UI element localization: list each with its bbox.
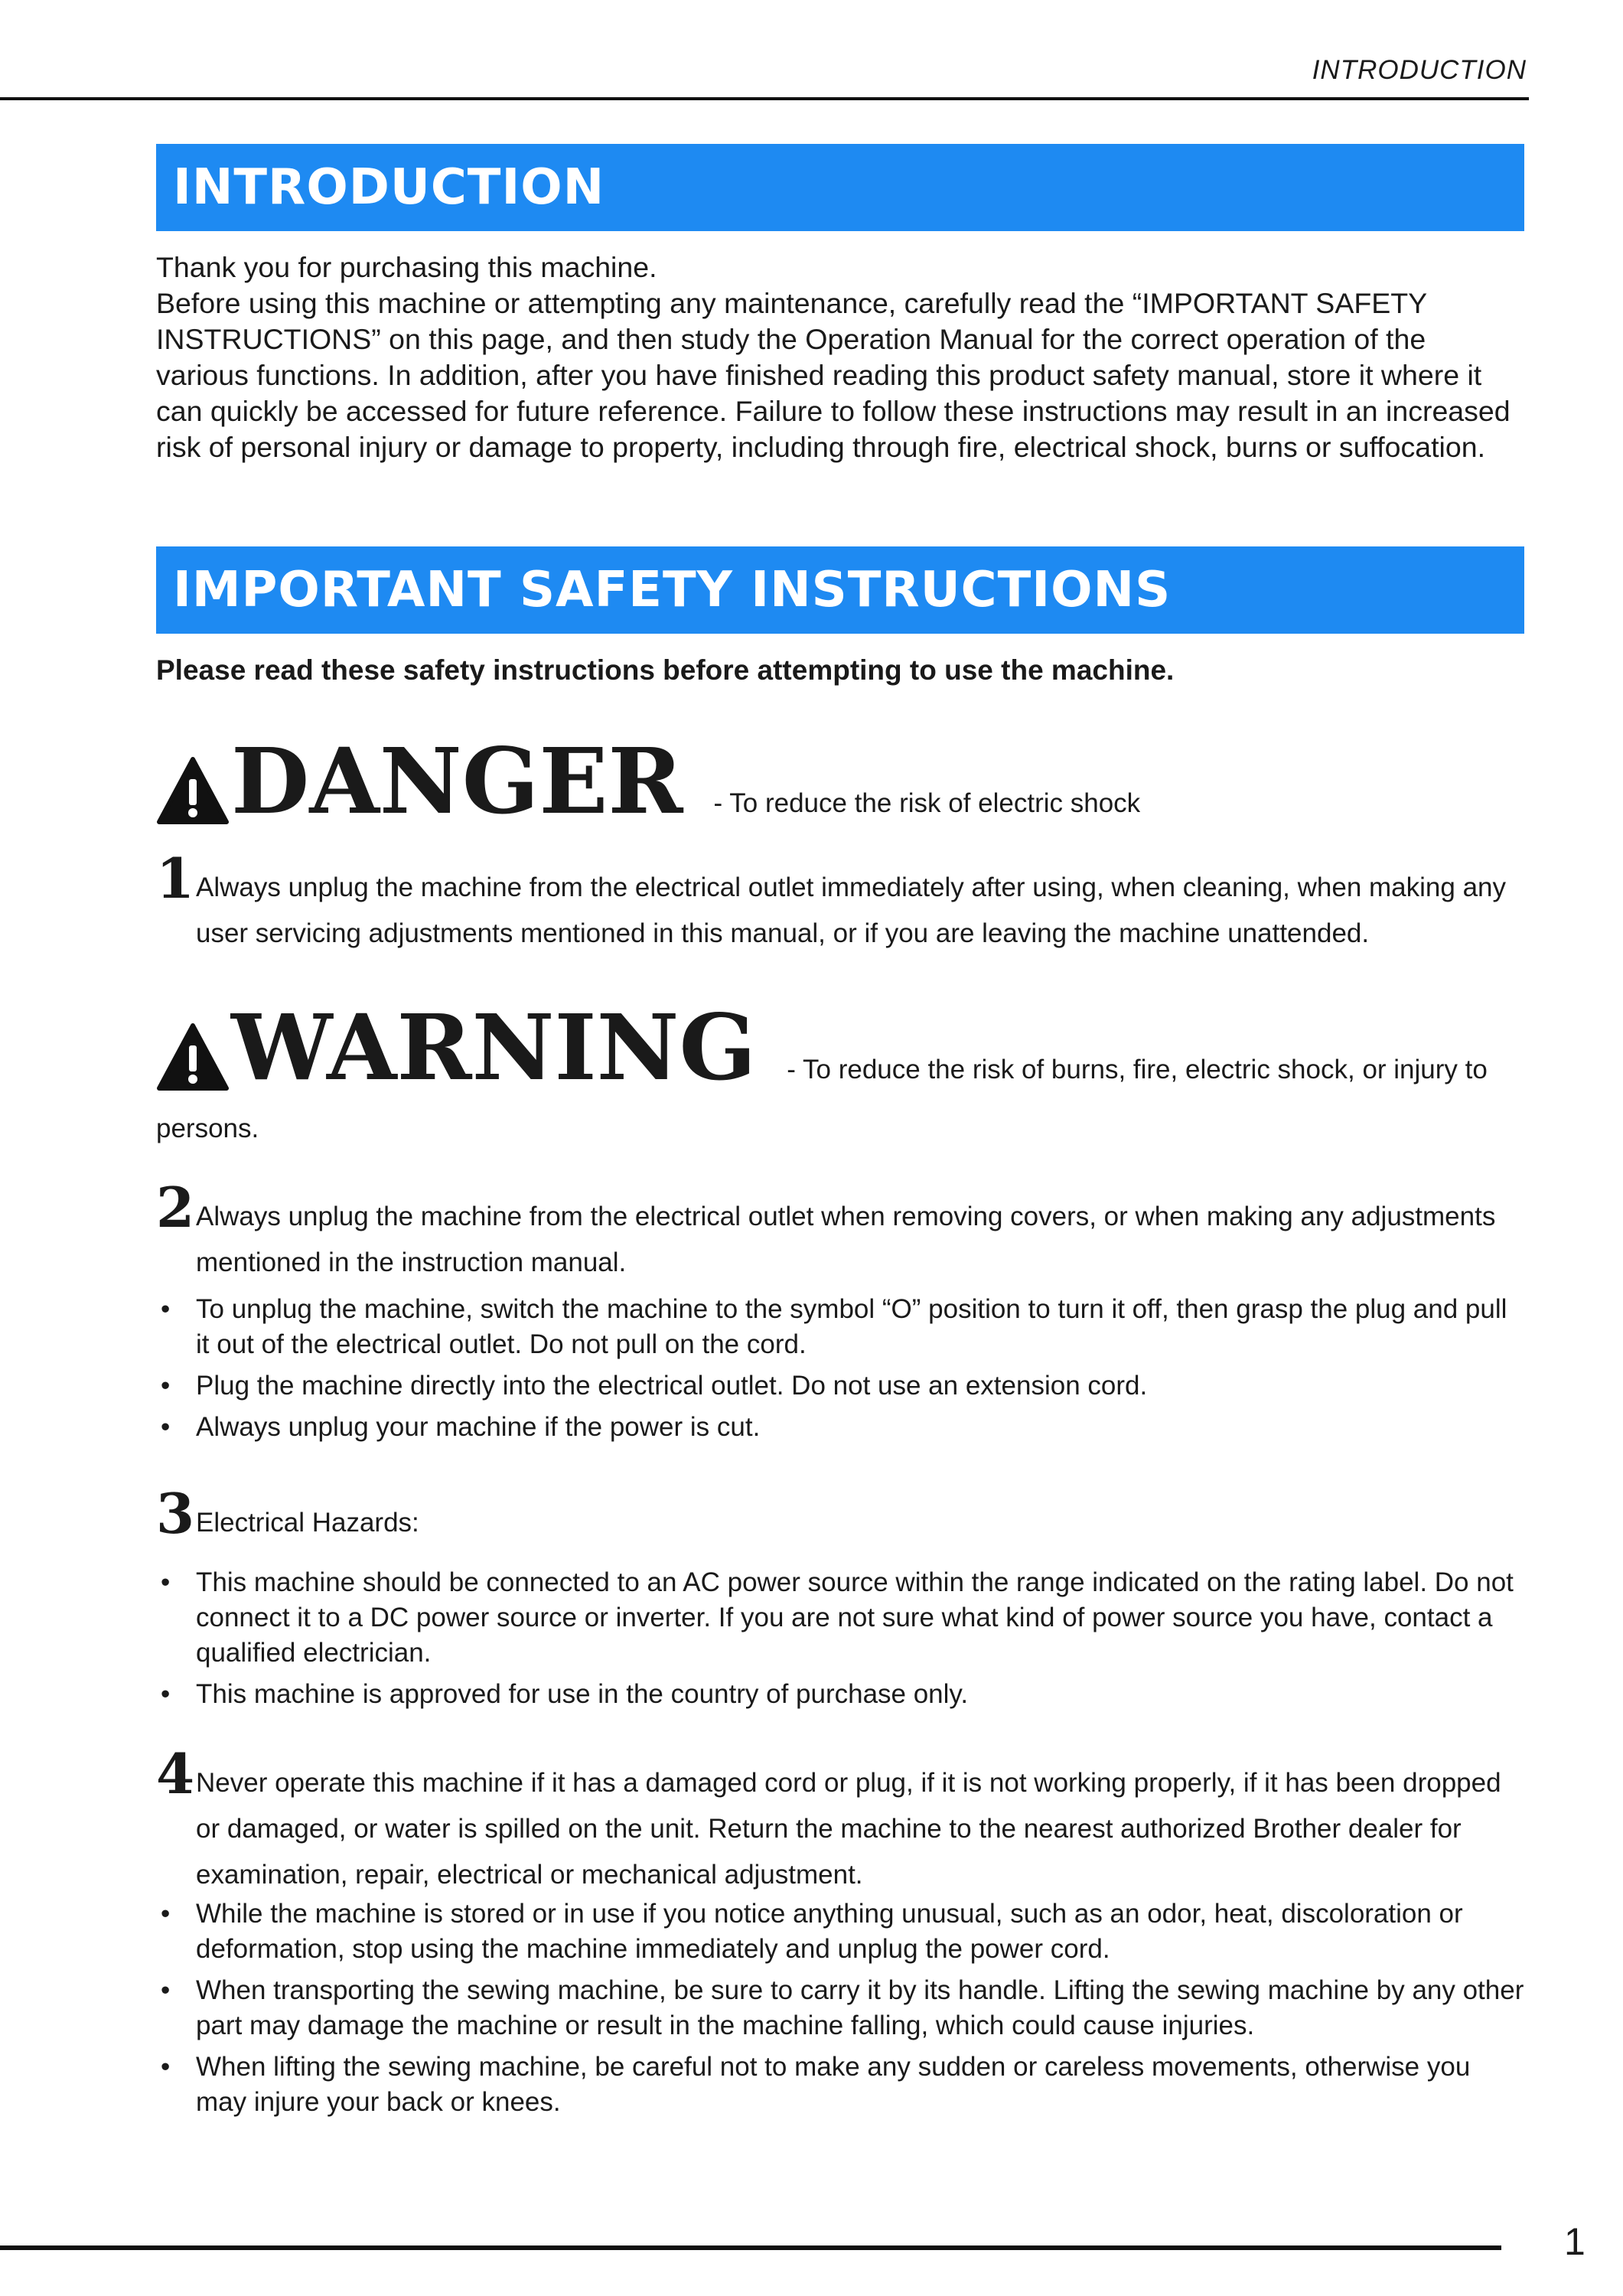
section-title-introduction: INTRODUCTION bbox=[156, 144, 1524, 231]
item-text: Never operate this machine if it has a damaged cord or plug, if it is not working properly, if it has been dropped or damaged, or water is spilled on the unit. Return the machine to the nearest authorized Brother dealer for examination, repair, electrical or mechanical adjustment. bbox=[196, 1768, 1501, 1890]
item-text: Always unplug the machine from the electrical outlet immediately after using, when cleaning, when making any user servicing adjustments mentioned in this manual, or if you are leaving the machine unattended. bbox=[196, 872, 1507, 948]
item-2-bullets bbox=[156, 1292, 1526, 1451]
danger-description: - To reduce the risk of electric shock bbox=[713, 788, 1141, 818]
list-item: • This machine should be connected to an AC power source within the range indicated on the rating label. Do not connect it to a DC power source or inverter. If you are not sure what kind of power source you have, contact a qualified electrician. bbox=[156, 1565, 1526, 1671]
intro-paragraph-1: Thank you for purchasing this machine. bbox=[156, 251, 657, 283]
danger-word: DANGER bbox=[231, 728, 683, 834]
intro-text bbox=[156, 249, 1524, 465]
warning-description: - To reduce the risk of burns, fire, electric shock, or injury to bbox=[787, 1055, 1488, 1084]
section-title-safety: IMPORTANT SAFETY INSTRUCTIONS bbox=[156, 546, 1524, 634]
list-item: • Always unplug your machine if the power is cut. bbox=[156, 1410, 1526, 1445]
intro-paragraph-2: Before using this machine or attempting any maintenance, carefully read the “IMPORTANT SAFETY INSTRUCTIONS” on this page, and then study the Operation Manual for the correct operation of the various functions. In addition, after you have finished reading this product safety manual, store it where it can quickly be accessed for future reference. Failure to follow these instructions may result in an increased risk of personal injury or damage to property, including through fire, electrical shock, burns or suffocation. bbox=[156, 287, 1511, 463]
bullet-icon: • bbox=[161, 1899, 171, 1929]
page-number: 1 bbox=[1564, 2220, 1586, 2263]
warning-word: WARNING bbox=[231, 994, 757, 1101]
item-1 bbox=[156, 846, 1526, 957]
item-number: 4 bbox=[156, 1741, 195, 1806]
bullet-icon: • bbox=[161, 1294, 171, 1324]
list-item: • While the machine is stored or in use if you notice anything unusual, such as an odor, heat, discoloration or deformation, stop using the machine immediately and unplug the power cord. bbox=[156, 1896, 1526, 1967]
item-4 bbox=[156, 1741, 1526, 1898]
bullet-icon: • bbox=[161, 1679, 171, 1709]
list-item: • When lifting the sewing machine, be careful not to make any sudden or careless movements, otherwise you may injure your back or knees. bbox=[156, 2050, 1526, 2120]
item-3 bbox=[156, 1481, 1526, 1546]
safety-lead: Please read these safety instructions before attempting to use the machine. bbox=[156, 654, 1175, 686]
warning-signal bbox=[156, 994, 1488, 1101]
bullet-icon: • bbox=[161, 1567, 171, 1597]
danger-signal bbox=[156, 728, 1141, 834]
bullet-icon: • bbox=[161, 1371, 171, 1401]
item-number: 2 bbox=[156, 1175, 195, 1240]
item-number: 3 bbox=[156, 1481, 195, 1546]
list-item: • When transporting the sewing machine, be sure to carry it by its handle. Lifting the sewing machine by any other part may damage the machine or result in the machine falling, which could cause injuries. bbox=[156, 1973, 1526, 2043]
header-rule bbox=[0, 97, 1529, 100]
list-item: • To unplug the machine, switch the machine to the symbol “O” position to turn it off, then grasp the plug and pull it out of the electrical outlet. Do not pull on the cord. bbox=[156, 1292, 1526, 1362]
item-text: Electrical Hazards: bbox=[196, 1508, 419, 1538]
warning-description-continued: persons. bbox=[156, 1114, 259, 1143]
running-header: INTRODUCTION bbox=[1312, 55, 1527, 85]
item-2 bbox=[156, 1175, 1526, 1286]
item-3-bullets bbox=[156, 1565, 1526, 1718]
warning-triangle-icon bbox=[156, 1022, 230, 1093]
footer-rule bbox=[0, 2245, 1501, 2250]
list-item: • Plug the machine directly into the electrical outlet. Do not use an extension cord. bbox=[156, 1368, 1526, 1404]
bullet-icon: • bbox=[161, 2052, 171, 2082]
bullet-icon: • bbox=[161, 1975, 171, 2005]
item-number: 1 bbox=[156, 846, 195, 911]
item-text: Always unplug the machine from the electrical outlet when removing covers, or when making any adjustments mentioned in the instruction manual. bbox=[196, 1202, 1496, 1277]
bullet-icon: • bbox=[161, 1412, 171, 1442]
warning-triangle-icon bbox=[156, 756, 230, 827]
item-4-bullets bbox=[156, 1896, 1526, 2126]
list-item: • This machine is approved for use in the country of purchase only. bbox=[156, 1677, 1526, 1712]
